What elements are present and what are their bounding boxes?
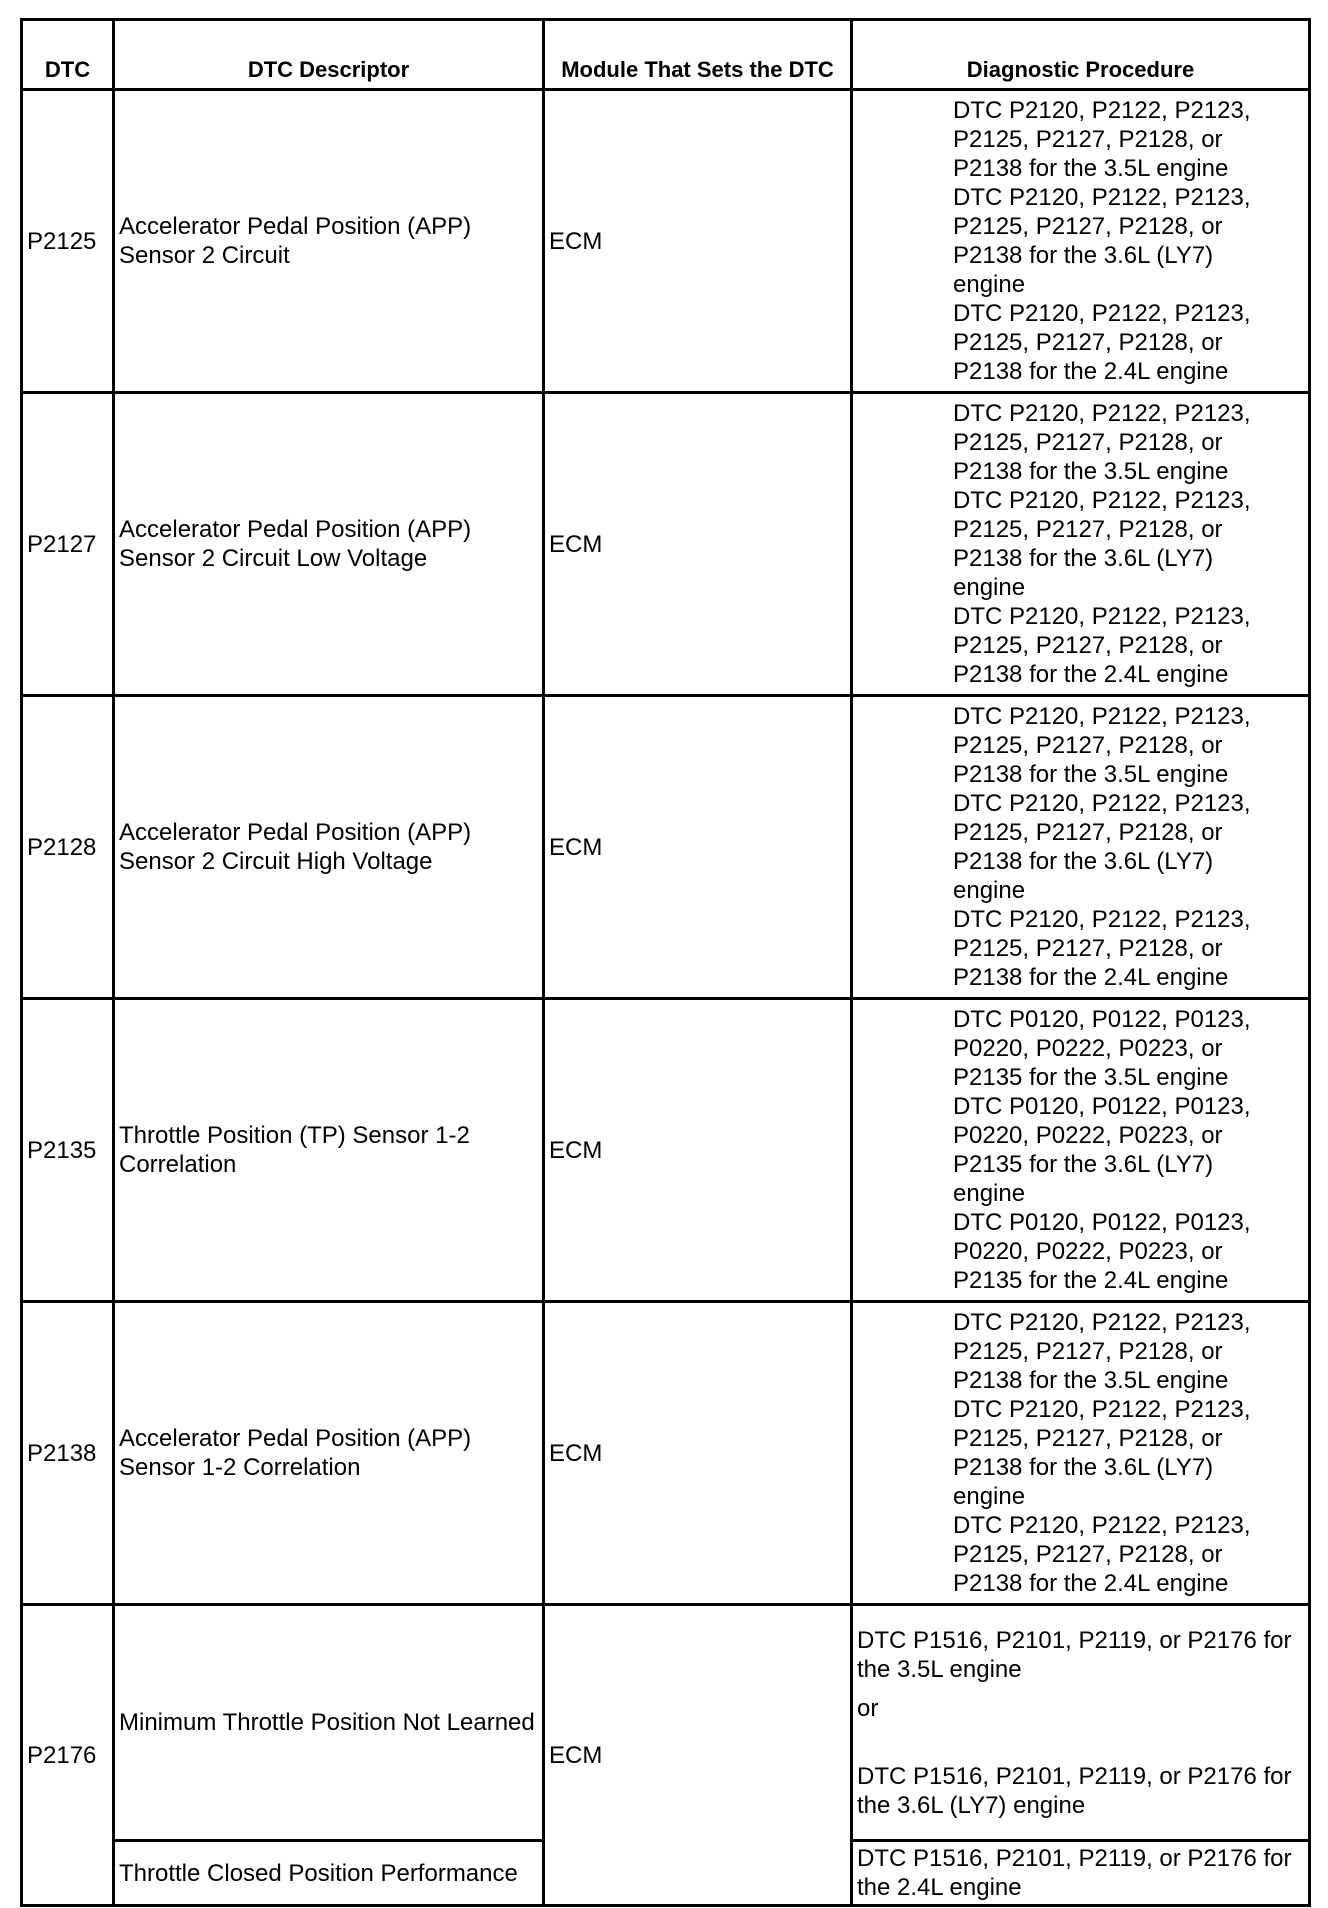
header-dtc: DTC xyxy=(22,20,114,90)
procedure-line: P2135 for the 3.5L engine xyxy=(953,1064,1229,1091)
procedure-line: DTC P2120, P2122, P2123, xyxy=(953,906,1251,933)
setting-module: ECM xyxy=(544,696,852,999)
dtc-descriptor: Minimum Throttle Position Not Learned xyxy=(114,1605,544,1841)
procedure-line: P2125, P2127, P2128, or xyxy=(953,1338,1223,1365)
procedure-or: or xyxy=(857,1694,879,1722)
procedure-line: P2125, P2127, P2128, or xyxy=(953,935,1223,962)
procedure-line: P2138 for the 2.4L engine xyxy=(953,1570,1229,1597)
procedure-gap xyxy=(857,1723,1304,1762)
procedure-line: P2125, P2127, P2128, or xyxy=(953,819,1223,846)
diagnostic-procedure xyxy=(852,696,1310,999)
procedure-line: P2125, P2127, P2128, or xyxy=(953,213,1223,240)
procedure-line: engine xyxy=(953,574,1026,601)
procedure-line: DTC P2120, P2122, P2123, xyxy=(953,400,1251,427)
procedure-line: P2138 for the 2.4L engine xyxy=(953,358,1229,385)
dtc-table xyxy=(20,18,1311,1907)
setting-module: ECM xyxy=(544,90,852,393)
procedure-line: DTC P2120, P2122, P2123, xyxy=(953,1512,1251,1539)
setting-module: ECM xyxy=(544,1302,852,1605)
procedure-line: P2138 for the 3.6L (LY7) xyxy=(953,545,1214,572)
table-row xyxy=(22,393,1310,696)
setting-module: ECM xyxy=(544,393,852,696)
procedure-line: P2138 for the 3.6L (LY7) xyxy=(953,1454,1214,1481)
procedure-line: DTC P2120, P2122, P2123, xyxy=(953,97,1251,124)
procedure-line: DTC P0120, P0122, P0123, xyxy=(953,1006,1251,1033)
procedure-text: DTC P1516, P2101, P2119, or P2176 for the 3.6L (LY7) engine xyxy=(857,1762,1292,1819)
procedure-line: P2125, P2127, P2128, or xyxy=(953,1425,1223,1452)
table-row xyxy=(22,90,1310,393)
procedure-line: engine xyxy=(953,877,1026,904)
procedure-line: DTC P2120, P2122, P2123, xyxy=(953,790,1251,817)
diagnostic-procedure xyxy=(852,90,1310,393)
header-module: Module That Sets the DTC xyxy=(544,20,852,90)
procedure-line: P2138 for the 3.5L engine xyxy=(953,155,1229,182)
procedure-line: DTC P0120, P0122, P0123, xyxy=(953,1093,1251,1120)
setting-module: ECM xyxy=(544,999,852,1302)
diagnostic-procedure xyxy=(852,1302,1310,1605)
dtc-code: P2135 xyxy=(22,999,114,1302)
procedure-text: DTC P1516, P2101, P2119, or P2176 for the 3.5L engine xyxy=(857,1626,1292,1683)
procedure-line: P2138 for the 3.5L engine xyxy=(953,1367,1229,1394)
procedure-line: P2135 for the 2.4L engine xyxy=(953,1267,1229,1294)
procedure-line: P0220, P0222, P0223, or xyxy=(953,1122,1223,1149)
procedure-line: P2135 for the 3.6L (LY7) xyxy=(953,1151,1214,1178)
dtc-code: P2138 xyxy=(22,1302,114,1605)
procedure-line: DTC P2120, P2122, P2123, xyxy=(953,487,1251,514)
dtc-code: P2176 xyxy=(22,1605,114,1906)
procedure-line: P2125, P2127, P2128, or xyxy=(953,632,1223,659)
table-row xyxy=(22,999,1310,1302)
procedure-line: P2138 for the 2.4L engine xyxy=(953,661,1229,688)
dtc-descriptor: Accelerator Pedal Position (APP) Sensor 2 Circuit xyxy=(114,90,544,393)
procedure-line: engine xyxy=(953,1483,1026,1510)
procedure-line: engine xyxy=(953,271,1026,298)
dtc-descriptor: Throttle Position (TP) Sensor 1-2 Correlation xyxy=(114,999,544,1302)
procedure-line: P2138 for the 2.4L engine xyxy=(953,964,1229,991)
diagnostic-procedure xyxy=(852,1605,1310,1841)
procedure-line: P0220, P0222, P0223, or xyxy=(953,1035,1223,1062)
diagnostic-procedure: DTC P1516, P2101, P2119, or P2176 for the 2.4L engine xyxy=(852,1841,1310,1906)
header-procedure: Diagnostic Procedure xyxy=(852,20,1310,90)
dtc-descriptor: Accelerator Pedal Position (APP) Sensor 2 Circuit Low Voltage xyxy=(114,393,544,696)
procedure-line: P2125, P2127, P2128, or xyxy=(953,329,1223,356)
procedure-line: P2125, P2127, P2128, or xyxy=(953,126,1223,153)
procedure-line: P2138 for the 3.5L engine xyxy=(953,761,1229,788)
dtc-code: P2125 xyxy=(22,90,114,393)
procedure-line: P0220, P0222, P0223, or xyxy=(953,1238,1223,1265)
procedure-line: engine xyxy=(953,1180,1026,1207)
table-row xyxy=(22,1302,1310,1605)
procedure-line: DTC P2120, P2122, P2123, xyxy=(953,300,1251,327)
procedure-line: DTC P2120, P2122, P2123, xyxy=(953,1309,1251,1336)
diagnostic-procedure xyxy=(852,393,1310,696)
dtc-code: P2127 xyxy=(22,393,114,696)
procedure-line: P2125, P2127, P2128, or xyxy=(953,429,1223,456)
procedure-gap xyxy=(857,1684,1304,1694)
procedure-line: DTC P2120, P2122, P2123, xyxy=(953,184,1251,211)
procedure-line: P2138 for the 3.6L (LY7) xyxy=(953,242,1214,269)
procedure-line: DTC P2120, P2122, P2123, xyxy=(953,703,1251,730)
procedure-line: P2125, P2127, P2128, or xyxy=(953,1541,1223,1568)
procedure-line: P2125, P2127, P2128, or xyxy=(953,516,1223,543)
procedure-line: P2125, P2127, P2128, or xyxy=(953,732,1223,759)
table-row xyxy=(22,1605,1310,1841)
diagnostic-procedure xyxy=(852,999,1310,1302)
procedure-line: DTC P0120, P0122, P0123, xyxy=(953,1209,1251,1236)
table-header-row xyxy=(22,20,1310,90)
procedure-line: P2138 for the 3.6L (LY7) xyxy=(953,848,1214,875)
header-descriptor: DTC Descriptor xyxy=(114,20,544,90)
procedure-line: DTC P2120, P2122, P2123, xyxy=(953,603,1251,630)
dtc-descriptor: Throttle Closed Position Performance xyxy=(114,1841,544,1906)
dtc-code: P2128 xyxy=(22,696,114,999)
table-row xyxy=(22,696,1310,999)
procedure-line: DTC P2120, P2122, P2123, xyxy=(953,1396,1251,1423)
procedure-line: P2138 for the 3.5L engine xyxy=(953,458,1229,485)
setting-module: ECM xyxy=(544,1605,852,1906)
dtc-descriptor: Accelerator Pedal Position (APP) Sensor 1-2 Correlation xyxy=(114,1302,544,1605)
dtc-descriptor: Accelerator Pedal Position (APP) Sensor 2 Circuit High Voltage xyxy=(114,696,544,999)
